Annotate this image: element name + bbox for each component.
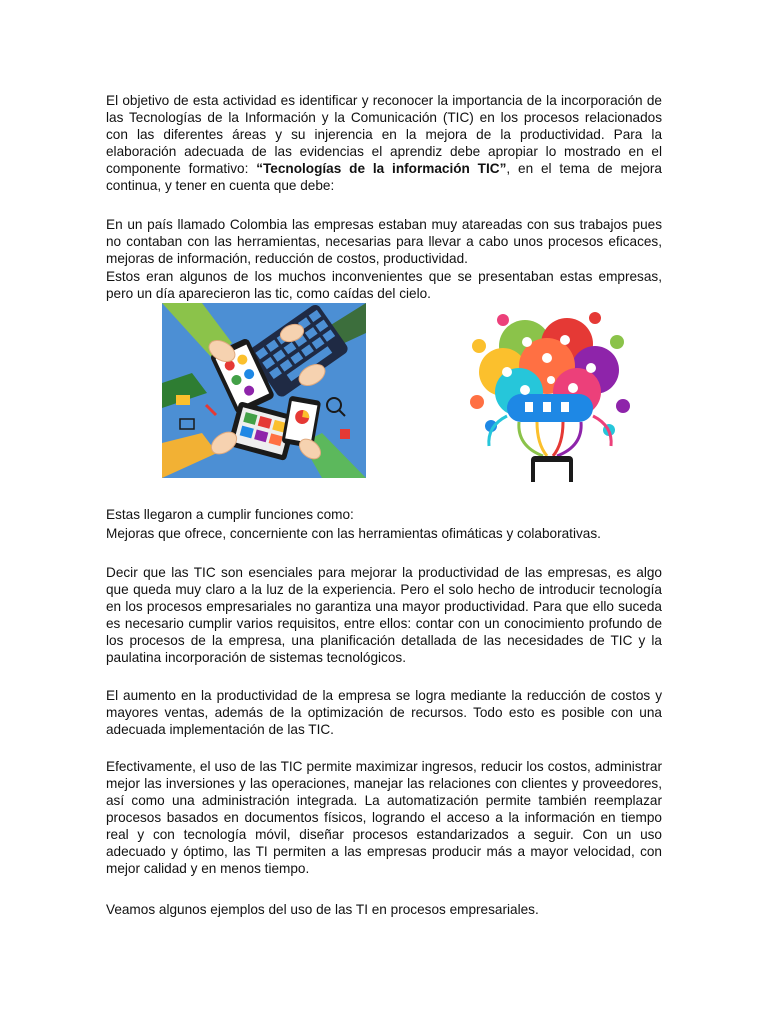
hands-devices-illustration <box>162 303 366 478</box>
intro-paragraph <box>106 92 662 194</box>
component-title: “Tecnologías de la información TIC” <box>256 161 507 176</box>
functions-item: Mejoras que ofrece, concerniente con las herramientas ofimáticas y colaborativas. <box>106 526 601 541</box>
closing-paragraph: Veamos algunos ejemplos del uso de las TI en procesos empresariales. <box>106 902 539 917</box>
functions-heading: Estas llegaron a cumplir funciones como: <box>106 507 354 522</box>
intro-text: El objetivo de esta actividad es identificar y reconocer la importancia de la incorporación de las Tecnologías de la Información y la Comunicación (TIC) en los procesos relacionados con las diferentes áreas y su injerencia en la mejora de la productividad. Para la elaboración adecuada de las evidencias el aprendiz debe apropiar lo mostrado en el componente formativo: <box>106 93 662 176</box>
intro-text-end: , en el tema de mejora continua, y tener en cuenta que debe: <box>106 161 662 193</box>
paragraph-tic-essential: Decir que las TIC son esenciales para mejorar la productividad de las empresas, es algo que queda muy claro a la luz de la experiencia. Pero el solo hecho de introducir tecnología en los procesos empresariales no garantiza una mayor productividad. Para que ello suceda es necesario cumplir varios requisitos, entre ellos: contar con un conocimiento profundo de los procesos de la empresa, una planificación detallada de las necesidades de TIC y la paulatina incorporación de sistemas tecnológicos. <box>106 565 662 665</box>
paragraph-productivity: El aumento en la productividad de la empresa se logra mediante la reducción de costos y mayores ventas, además de la optimización de recursos. Todo esto es posible con una adecuada implementación de las TIC. <box>106 688 662 737</box>
story-paragraph-1: En un país llamado Colombia las empresas estaban muy atareadas con sus trabajos pues no contaban con las herramientas, necesarias para llevar a cabo unos procesos eficaces, mejoras de información, reducción de costos, productividad. <box>106 217 662 266</box>
cloud-apps-illustration <box>467 306 633 482</box>
paragraph-effectively: Efectivamente, el uso de las TIC permite maximizar ingresos, reducir los costos, administrar mejor las inversiones y las operaciones, manejar las relaciones con clientes y proveedores, así como una administración integrada. La automatización permite también reemplazar procesos basados en documentos físicos, logrando el acceso a la información en tiempo real y con tecnología móvil, diseñar procesos estandarizados a seguir. Con un uso adecuado y óptimo, las TI permiten a las empresas producir más a mayor velocidad, con mejor calidad y en menos tiempo. <box>106 759 662 876</box>
story-paragraph-2: Estos eran algunos de los muchos inconvenientes que se presentaban estas empresas, pero un día aparecieron las tic, como caídas del cielo. <box>106 269 662 301</box>
